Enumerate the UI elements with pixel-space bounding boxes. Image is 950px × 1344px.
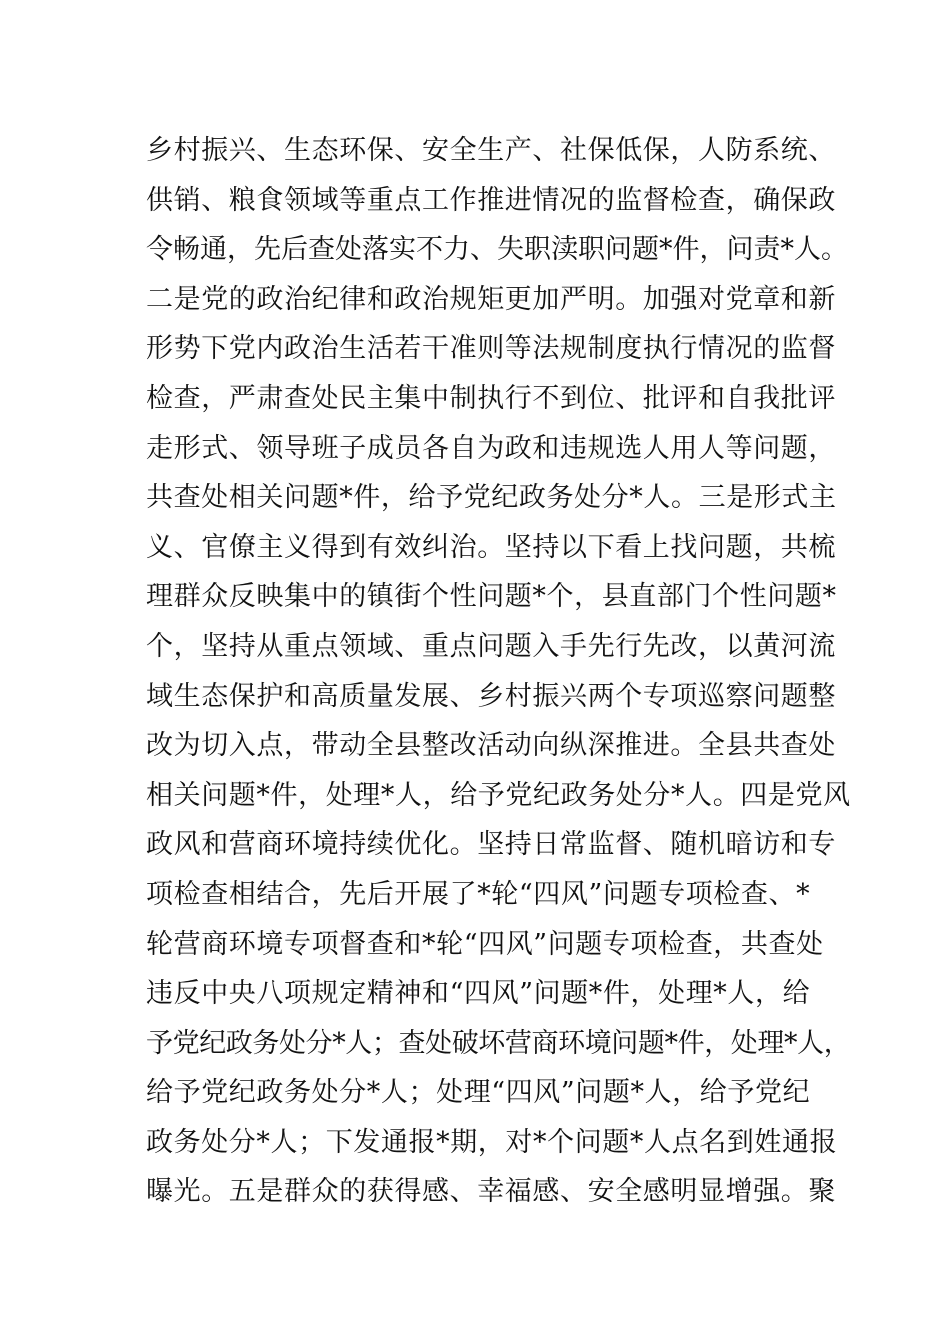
text-line: 检查，严肃查处民主集中制执行不到位、批评和自我批评 [146, 382, 836, 414]
text-line: 供销、粮食领域等重点工作推进情况的监督检查，确保政 [146, 184, 836, 216]
text-line: 曝光。五是群众的获得感、幸福感、安全感明显增强。聚 [146, 1176, 836, 1208]
text-line: 义、官僚主义得到有效纠治。坚持以下看上找问题，共梳 [146, 531, 836, 563]
text-line: 令畅通，先后查处落实不力、失职渎职问题*件，问责*人。 [146, 234, 848, 266]
text-line: 相关问题*件，处理*人，给予党纪政务处分*人。四是党风 [146, 779, 851, 811]
text-line: 项检查相结合，先后开展了*轮“四风”问题专项检查、* [146, 878, 811, 910]
text-line: 政务处分*人；下发通报*期，对*个问题*人点名到姓通报 [146, 1126, 838, 1158]
text-line: 共查处相关问题*件，给予党纪政务处分*人。三是形式主 [146, 482, 837, 514]
text-line: 形势下党内政治生活若干准则等法规制度执行情况的监督 [146, 333, 836, 365]
text-line: 政风和营商环境持续优化。坚持日常监督、随机暗访和专 [146, 829, 836, 861]
text-line: 给予党纪政务处分*人；处理“四风”问题*人，给予党纪 [146, 1077, 811, 1109]
text-line: 乡村振兴、生态环保、安全生产、社保低保，人防系统、 [146, 135, 836, 166]
text-line: 理群众反映集中的镇街个性问题*个，县直部门个性问题* [146, 581, 837, 613]
text-line: 轮营商环境专项督查和*轮“四风”问题专项检查，共查处 [146, 928, 824, 960]
text-line: 予党纪政务处分*人；查处破坏营商环境问题*件，处理*人， [146, 1027, 851, 1059]
text-line: 域生态保护和高质量发展、乡村振兴两个专项巡察问题整 [146, 680, 836, 712]
body-text [146, 126, 851, 1217]
text-line: 二是党的政治纪律和政治规矩更加严明。加强对党章和新 [146, 283, 836, 315]
text-line: 个，坚持从重点领域、重点问题入手先行先改，以黄河流 [146, 630, 836, 662]
text-line: 违反中央八项规定精神和“四风”问题*件，处理*人，给 [146, 978, 811, 1010]
text-line: 改为切入点，带动全县整改活动向纵深推进。全县共查处 [146, 730, 836, 762]
text-line: 走形式、领导班子成员各自为政和违规选人用人等问题， [146, 432, 836, 464]
